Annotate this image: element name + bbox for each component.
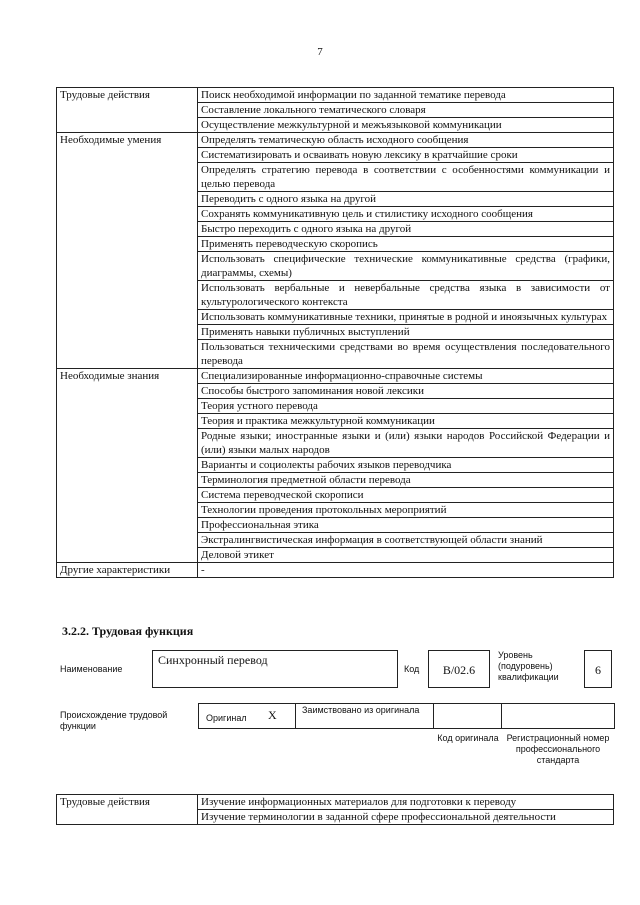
table-cell: Теория устного перевода xyxy=(198,399,614,414)
labor-actions-table xyxy=(56,794,614,825)
table-cell: Сохранять коммуникативную цель и стилистику исходного сообщения xyxy=(198,207,614,222)
name-value: Синхронный перевод xyxy=(158,653,268,667)
original-mark: X xyxy=(268,708,277,722)
group-label: Необходимые знания xyxy=(57,369,198,563)
table-cell: Специализированные информационно-справочные системы xyxy=(198,369,614,384)
table-cell: Переводить с одного языка на другой xyxy=(198,192,614,207)
table-cell: Использовать вербальные и невербальные средства языка в зависимости от культурологического контекста xyxy=(198,281,614,310)
code-original-label: Код оригинала xyxy=(437,733,499,743)
code-value: B/02.6 xyxy=(428,650,490,688)
table-cell: Систематизировать и осваивать новую лексику в кратчайшие сроки xyxy=(198,148,614,163)
group-label: Трудовые действия xyxy=(57,88,198,133)
reg-number-label: Регистрационный номер профессионального стандарта xyxy=(506,733,610,765)
table-cell: Изучение терминологии в заданной сфере профессиональной деятельности xyxy=(198,810,614,825)
table-cell: Составление локального тематического словаря xyxy=(198,103,614,118)
table-row xyxy=(57,88,614,103)
level-value: 6 xyxy=(584,650,612,688)
table-cell: Быстро переходить с одного языка на другой xyxy=(198,222,614,237)
table-cell: Использовать коммуникативные техники, принятые в родной и иноязычных культурах xyxy=(198,310,614,325)
table-cell: Терминология предметной области перевода xyxy=(198,473,614,488)
table-row xyxy=(57,369,614,384)
table-cell: Теория и практика межкультурной коммуникации xyxy=(198,414,614,429)
table-cell: Применять переводческую скоропись xyxy=(198,237,614,252)
table-cell: Система переводческой скорописи xyxy=(198,488,614,503)
name-field xyxy=(152,650,398,688)
table-cell: Варианты и социолекты рабочих языков переводчика xyxy=(198,458,614,473)
competency-table xyxy=(56,87,614,578)
table-cell: Родные языки; иностранные языки и (или) языки народов Российской Федерации и (или) языки малых народов xyxy=(198,429,614,458)
table-cell: Изучение информационных материалов для подготовки к переводу xyxy=(198,795,614,810)
section-title: 3.2.2. Трудовая функция xyxy=(62,624,194,638)
group-label: Трудовые действия xyxy=(57,795,198,825)
table-cell: Определять тематическую область исходного сообщения xyxy=(198,133,614,148)
table-cell: - xyxy=(198,563,614,578)
table-row xyxy=(57,133,614,148)
table-cell: Определять стратегию перевода в соответствии с особенностями коммуникации и целью перевода xyxy=(198,163,614,192)
borrowed-label: Заимствовано из оригинала xyxy=(302,705,420,715)
table-cell: Применять навыки публичных выступлений xyxy=(198,325,614,340)
table-cell: Способы быстрого запоминания новой лексики xyxy=(198,384,614,399)
table-row xyxy=(57,563,614,578)
code-label: Код xyxy=(404,664,420,674)
table-cell: Экстралингвистическая информация в соответствующей области знаний xyxy=(198,533,614,548)
group-label: Необходимые умения xyxy=(57,133,198,369)
table-cell: Пользоваться техническими средствами во время осуществления последовательного перевода xyxy=(198,340,614,369)
table-cell: Использовать специфические технические коммуникативные средства (графики, диаграммы, схемы) xyxy=(198,252,614,281)
table-cell: Деловой этикет xyxy=(198,548,614,563)
group-label: Другие характеристики xyxy=(57,563,198,578)
original-label: Оригинал xyxy=(206,713,247,723)
name-label: Наименование xyxy=(60,664,123,674)
table-cell: Поиск необходимой информации по заданной тематике перевода xyxy=(198,88,614,103)
table-cell: Осуществление межкультурной и межъязыковой коммуникации xyxy=(198,118,614,133)
level-label: Уровень (подуровень) квалификации xyxy=(498,650,559,682)
page-number: 7 xyxy=(317,46,323,58)
table-cell: Профессиональная этика xyxy=(198,518,614,533)
origin-label: Происхождение трудовой функции xyxy=(60,710,168,731)
table-row xyxy=(57,795,614,810)
table-cell: Технологии проведения протокольных мероприятий xyxy=(198,503,614,518)
